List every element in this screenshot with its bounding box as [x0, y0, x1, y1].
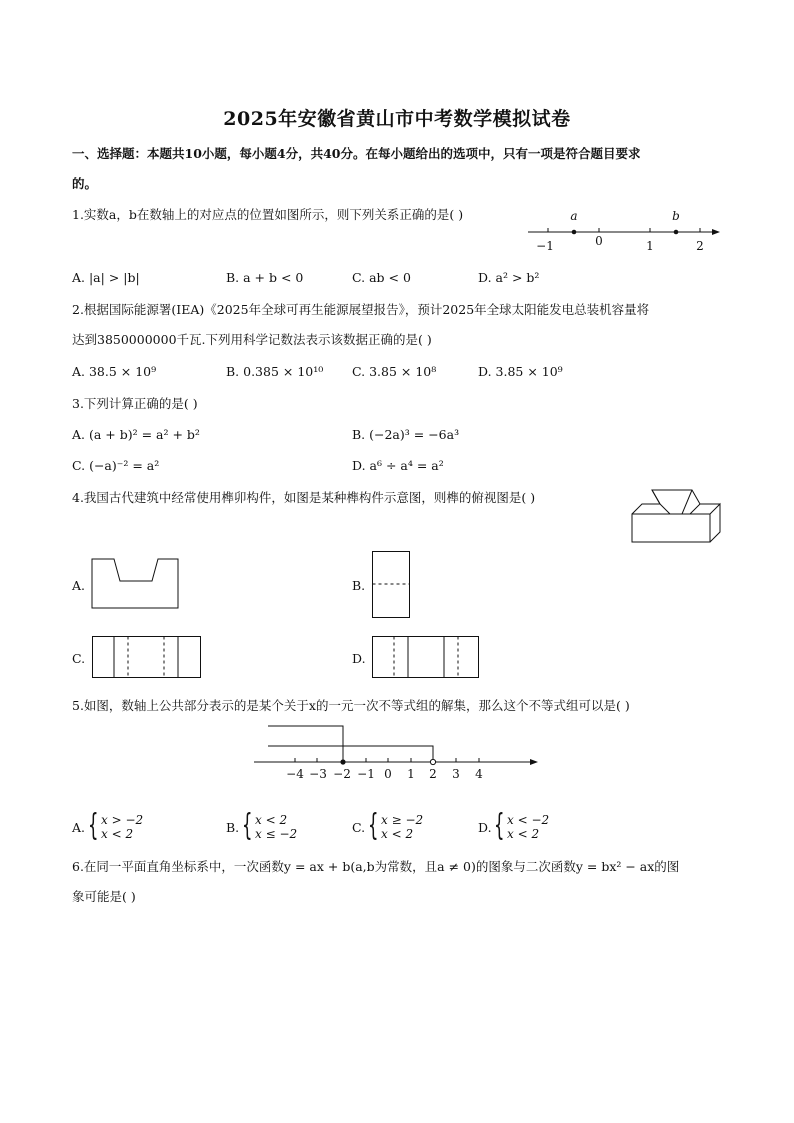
q4-option-c-label[interactable]: C. [72, 651, 86, 666]
q5-tick-label: 3 [452, 767, 460, 781]
q1-option-b[interactable]: B. a + b < 0 [226, 270, 304, 285]
q5-option-d-label[interactable]: D. [478, 820, 492, 835]
q1-point-a [572, 230, 577, 235]
q1-label-a: a [570, 209, 578, 223]
q3-option-a[interactable]: A. (a + b)² = a² + b² [72, 427, 200, 442]
q6-stem-line1: 6.在同一平面直角坐标系中，一次函数y = ax + b(a,b为常数，且a ≠ 0)的图象与二次函数y = bx² − ax的图 [72, 859, 680, 874]
q3-option-b[interactable]: B. (−2a)³ = −6a³ [352, 427, 460, 442]
section-instructions-line2: 的。 [72, 176, 98, 191]
q4-option-d-figure[interactable] [372, 636, 484, 680]
q4-option-b-label[interactable]: B. [352, 578, 366, 593]
q5-option-a-line2: x < 2 [101, 827, 134, 841]
q5-tick-label: −1 [357, 767, 375, 781]
q1-number-line [528, 205, 728, 255]
q4-mortise-figure [630, 490, 722, 546]
q1-tick-label: −1 [536, 239, 554, 253]
q2-option-c[interactable]: C. 3.85 × 10⁸ [352, 364, 437, 379]
q5-option-c-line2: x < 2 [381, 827, 414, 841]
q1-tick-label: 2 [696, 239, 704, 253]
q4-option-a-label[interactable]: A. [72, 578, 86, 593]
q5-option-b-line2: x ≤ −2 [255, 827, 298, 841]
q5-tick-label: 4 [475, 767, 483, 781]
q4-option-a-figure[interactable] [92, 559, 180, 611]
q5-tick-label: 1 [407, 767, 415, 781]
q5-option-d-line1: x < −2 [507, 813, 550, 827]
q2-option-a[interactable]: A. 38.5 × 10⁹ [72, 364, 157, 379]
q2-stem-line2: 达到3850000000千瓦.下列用科学记数法表示该数据正确的是( ) [72, 332, 432, 347]
q1-option-d[interactable]: D. a² > b² [478, 270, 540, 285]
q1-stem: 1.实数a，b在数轴上的对应点的位置如图所示，则下列关系正确的是( ) [72, 207, 464, 222]
q3-stem: 3.下列计算正确的是( ) [72, 396, 198, 411]
q5-option-b-label[interactable]: B. [226, 820, 240, 835]
exam-title: 2025年安徽省黄山市中考数学模拟试卷 [223, 108, 571, 130]
q1-tick-label: 0 [595, 234, 603, 248]
q5-option-c-label[interactable]: C. [352, 820, 366, 835]
q5-tick-label: −2 [333, 767, 351, 781]
q5-option-c-line1: x ≥ −2 [381, 813, 424, 827]
q6-stem-line2: 象可能是( ) [72, 889, 136, 904]
q5-option-a-label[interactable]: A. [72, 820, 86, 835]
q3-option-d[interactable]: D. a⁶ ÷ a⁴ = a² [352, 458, 444, 473]
brace-icon: { [88, 808, 99, 843]
q1-option-c[interactable]: C. ab < 0 [352, 270, 411, 285]
q5-option-d-line2: x < 2 [507, 827, 540, 841]
brace-icon: { [242, 808, 253, 843]
q1-label-b: b [672, 209, 680, 223]
q1-point-b [674, 230, 679, 235]
q4-option-b-figure[interactable] [372, 551, 412, 619]
q2-option-d[interactable]: D. 3.85 × 10⁹ [478, 364, 563, 379]
q2-stem-line1: 2.根据国际能源署(IEA)《2025年全球可再生能源展望报告》，预计2025年全球太阳能发电总装机容量将 [72, 302, 650, 317]
q5-tick-label: −3 [309, 767, 327, 781]
q4-option-d-label[interactable]: D. [352, 651, 366, 666]
q5-number-line [250, 720, 545, 784]
q2-option-b[interactable]: B. 0.385 × 10¹⁰ [226, 364, 324, 379]
q5-option-b-line1: x < 2 [255, 813, 288, 827]
brace-icon: { [368, 808, 379, 843]
q5-tick-label: 2 [429, 767, 437, 781]
q5-tick-label: 0 [384, 767, 392, 781]
q5-option-a-line1: x > −2 [101, 813, 144, 827]
q5-tick-label: −4 [286, 767, 304, 781]
q1-option-a[interactable]: A. |a| > |b| [72, 270, 140, 285]
section-instructions-line1: 一、选择题：本题共10小题，每小题4分，共40分。在每小题给出的选项中，只有一项是符合题目要求 [72, 146, 641, 161]
q4-stem: 4.我国古代建筑中经常使用榫卯构件，如图是某种榫构件示意图，则榫的俯视图是( ) [72, 490, 536, 505]
q1-tick-label: 1 [646, 239, 654, 253]
q5-stem: 5.如图，数轴上公共部分表示的是某个关于x的一元一次不等式组的解集，那么这个不等式组可以是( ) [72, 698, 630, 713]
q3-option-c[interactable]: C. (−a)⁻² = a² [72, 458, 160, 473]
q4-option-c-figure[interactable] [92, 636, 204, 680]
brace-icon: { [494, 808, 505, 843]
